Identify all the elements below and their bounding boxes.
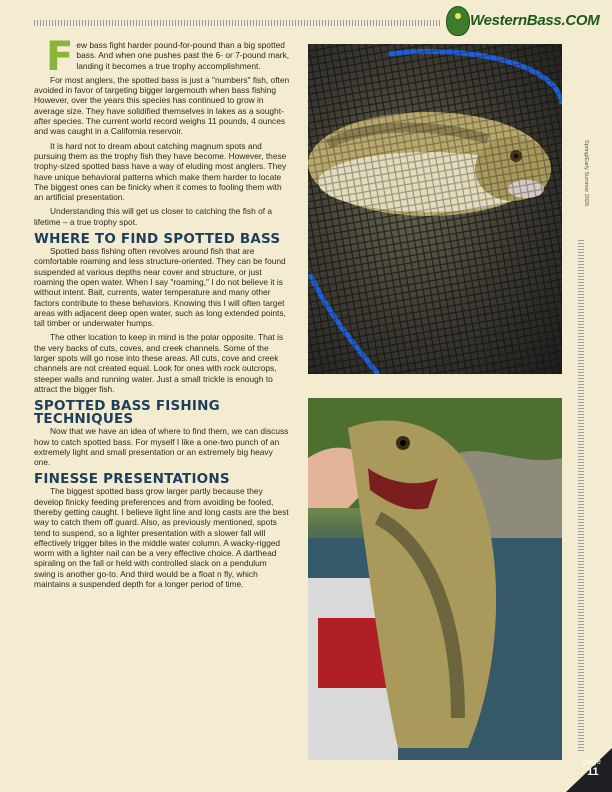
dropcap: F bbox=[46, 34, 74, 80]
paragraph: Now that we have an idea of where to find them, we can discuss how to catch spotted bass. For myself I like a one-two punch of an extremely light and small presentation or an extremely big heavy one. bbox=[34, 426, 289, 468]
photo-bass-in-net bbox=[308, 44, 562, 374]
section-heading: FINESSE PRESENTATIONS bbox=[34, 471, 230, 488]
paragraph: The other location to keep in mind is the polar opposite. That is the very backs of cuts, coves, and creek channels. Some of the larger spots will go nose into these areas. All cuts, cove and creek channels are not created equal. Look for ones with rock outcrops, steeper walls and running water. Just a small trickle is enough to attract the bigger fish. bbox=[34, 332, 284, 394]
bass-logo-icon bbox=[446, 6, 470, 36]
logo-text: WesternBass.COM bbox=[470, 12, 600, 29]
header-rule bbox=[34, 20, 442, 26]
intro-text: ew bass fight harder pound-for-pound than a big spotted bass. And when one pushes past the 6- or 7-pound mark, landing it becomes a true trophy accomplishment. bbox=[76, 40, 290, 71]
paragraph: Spotted bass fishing often revolves around fish that are comfortable roaming and less structure-oriented. They can be found suspended at various depths near cover and structure, or just roaming the open water. When I say "roaming," I do not believe it is without intent. Bait, currents, water temperature and many other factors contribute to these behaviors. Knowing this I will often target areas with adjacent deep open water, such as long extended points, tall timber or underwater humps. bbox=[34, 246, 286, 329]
issue-caption bbox=[580, 118, 592, 228]
section-heading: SPOTTED BASS FISHING TECHNIQUES bbox=[34, 398, 220, 428]
held-bass-art bbox=[308, 398, 562, 760]
page-label: page bbox=[583, 757, 601, 766]
article-column bbox=[34, 34, 290, 593]
paragraph: For most anglers, the spotted bass is just a "numbers" fish, often avoided in favor of targeting bigger largemouth when bass fishing However, over the years this species has continued to grow in average size. They have solidified themselves in lakes as a sought-after species. The current world record weighs 11 pounds, 4 ounces and was caught in a California reservoir. bbox=[34, 74, 290, 137]
paragraph: It is hard not to dream about catching magnum spots and pursuing them as the trophy fish they have become. However, these trophy-sized spotted bass have a way of eluding most anglers. They have unique behavioral patterns which make them harder to locate The biggest ones can be finicky when it comes to fooling them with an artificial presentation. bbox=[34, 140, 287, 203]
net-photo-art bbox=[308, 44, 562, 374]
side-rule bbox=[578, 240, 584, 752]
section-heading: WHERE TO FIND SPOTTED BASS bbox=[34, 231, 281, 248]
photo-angler-holding-bass bbox=[308, 398, 562, 760]
page-number: 11 bbox=[587, 766, 599, 778]
intro-paragraph bbox=[34, 34, 290, 80]
paragraph: The biggest spotted bass grow larger partly because they develop finicky feeding preferences and from avoiding be fooled, thereby getting caught. I believe light line and long casts are the best way to catch them off guard. Also, as previously mentioned, spots tend to suspend, so a lighter presentation with a slower fall will effectively trigger bites in the middle water column. A wacky-rigged worm with a lighter nail can be a very effective choice. A darthead spiraling on the fall or held with controlled slack on a pendulum swing is another go-to. And third would be a float n fly, which maintains a suspended depth for a longer period of time. bbox=[34, 486, 289, 590]
paragraph: Understanding this will get us closer to catching the fish of a lifetime – a true trophy spot. bbox=[34, 206, 273, 227]
issue-text: Spring/Early Summer 2026 bbox=[583, 139, 589, 207]
site-logo[interactable] bbox=[446, 6, 600, 36]
